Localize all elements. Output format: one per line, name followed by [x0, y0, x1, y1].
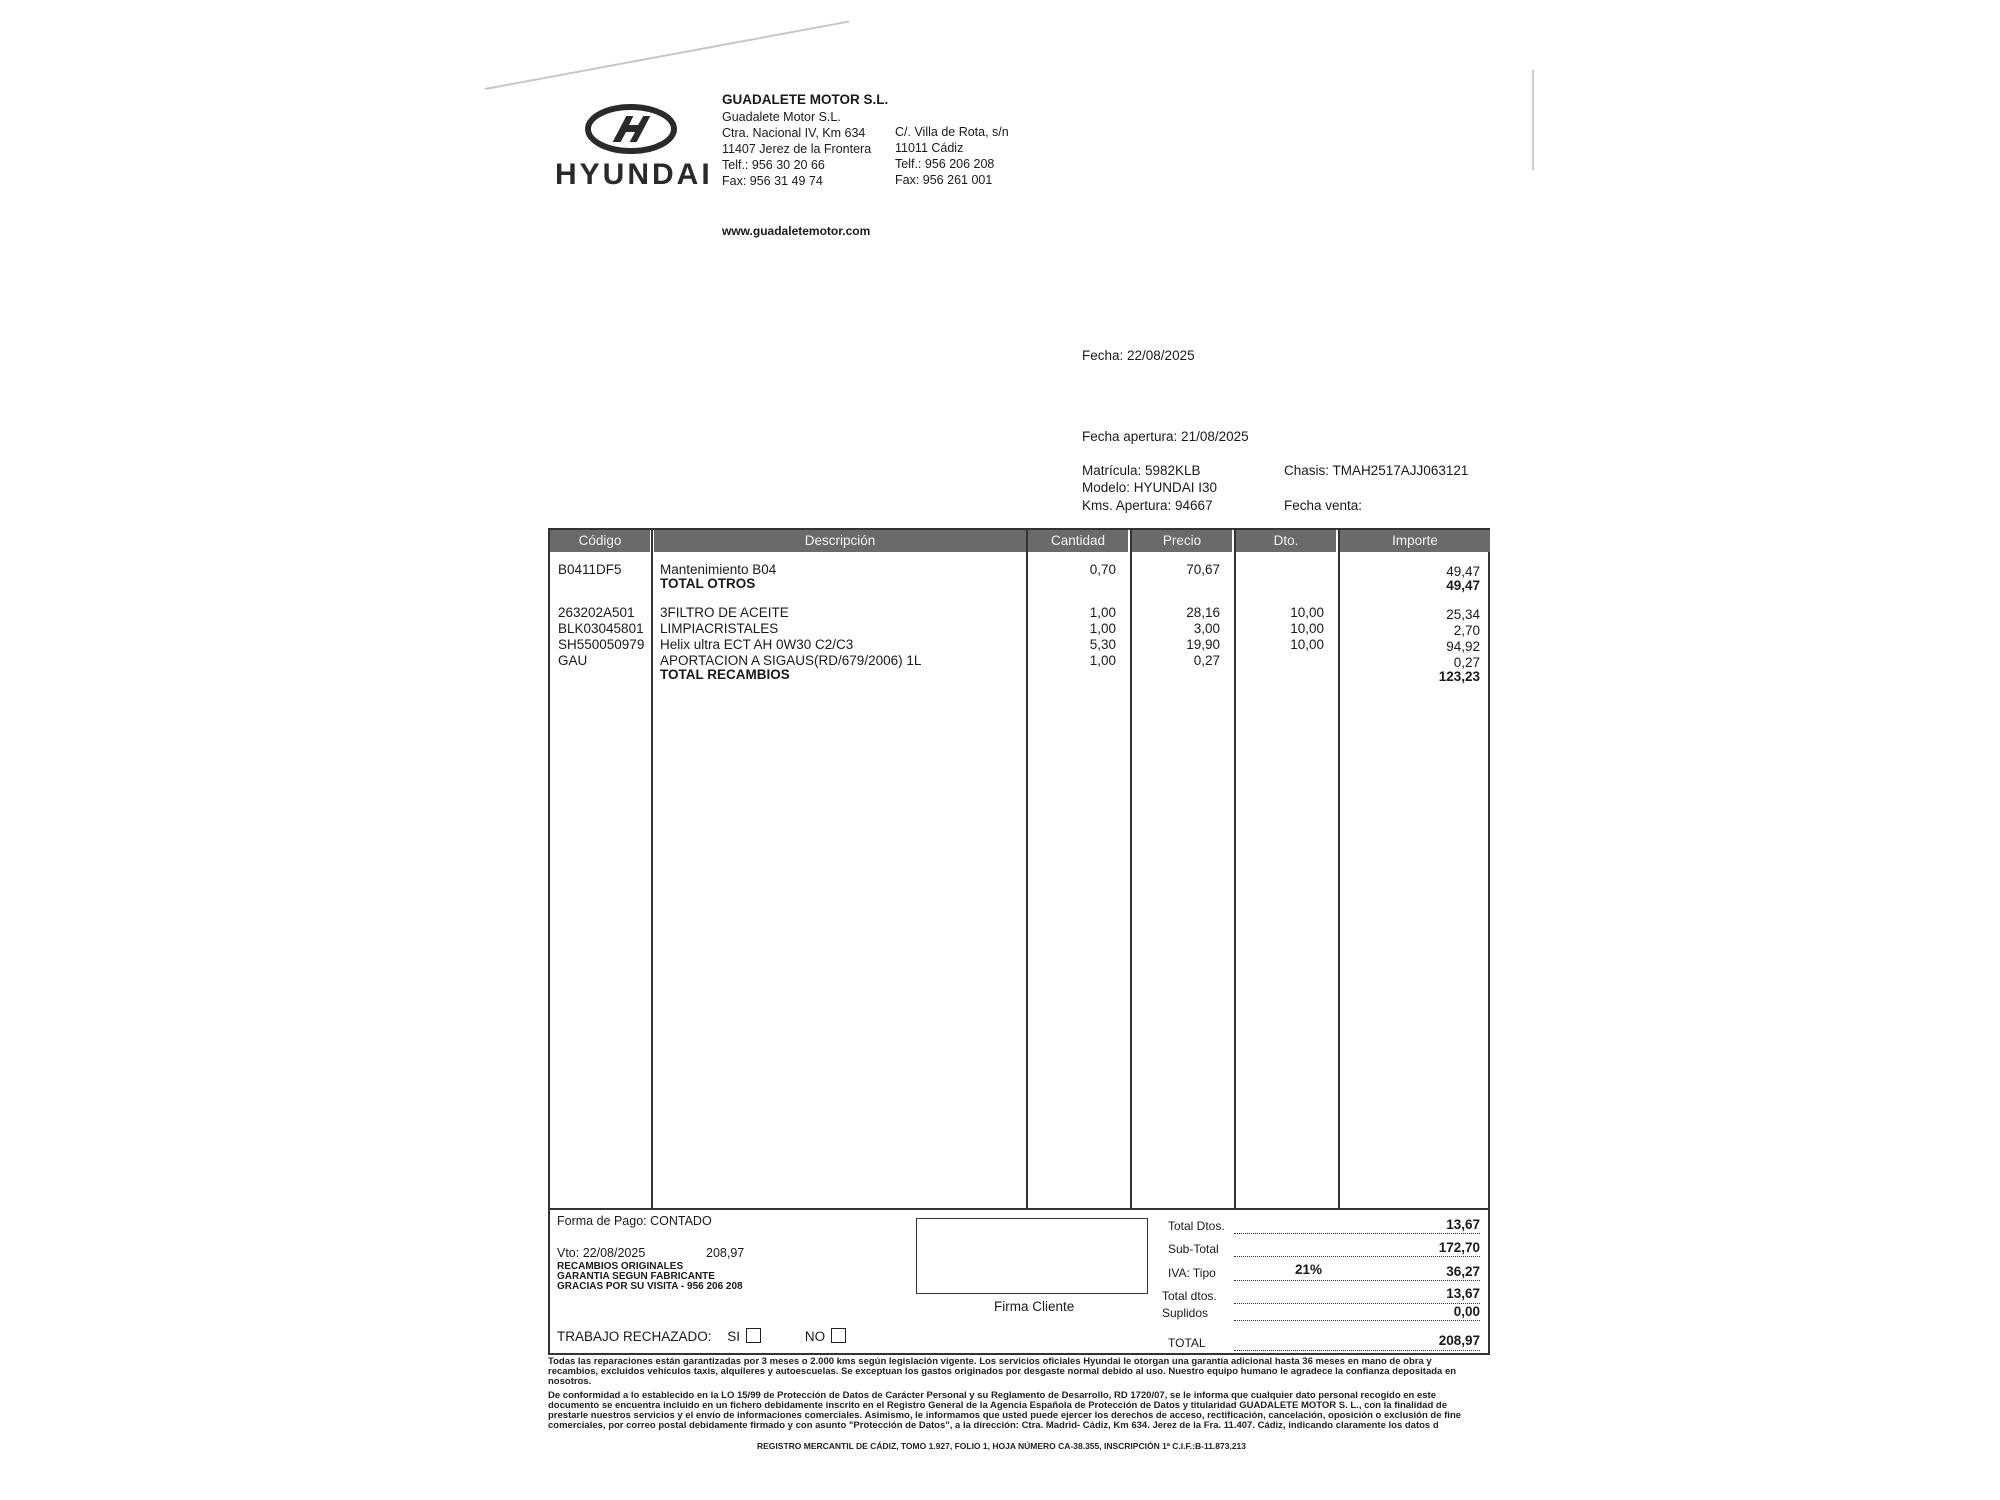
address-line: C/. Villa de Rota, s/n [895, 125, 1009, 139]
cell-codigo: SH550050979 [558, 637, 645, 652]
cell-importe: 2,70 [1453, 623, 1480, 638]
header-cantidad: Cantidad [1028, 530, 1128, 552]
note-line: GRACIAS POR SU VISITA - 956 206 208 [557, 1281, 743, 1292]
address-line: Ctra. Nacional IV, Km 634 [722, 126, 866, 140]
items-table [548, 528, 1490, 1210]
address-line: 11407 Jerez de la Frontera [722, 142, 872, 156]
address-line: 11011 Cádiz [895, 141, 964, 155]
address-line: Telf.: 956 206 208 [895, 157, 995, 171]
note-line: GARANTIA SEGUN FABRICANTE [557, 1271, 715, 1282]
cell-cantidad: 1,00 [1089, 621, 1116, 636]
cell-codigo: B0411DF5 [558, 562, 622, 577]
table-row-subtotal [550, 576, 1488, 592]
scan-artifact-line [485, 21, 849, 90]
brand-wordmark: HYUNDAI [555, 158, 713, 191]
grand-total-value: 208,97 [1438, 1333, 1480, 1348]
dotted-leader [1234, 1256, 1480, 1257]
vehicle-model: Modelo: HYUNDAI I30 [1082, 480, 1218, 495]
cell-precio: 0,27 [1193, 653, 1220, 668]
cell-precio: 3,00 [1193, 621, 1220, 636]
sale-date: Fecha venta: [1284, 498, 1363, 513]
grand-total-label: TOTAL [1168, 1336, 1206, 1350]
cell-descripcion: 3FILTRO DE ACEITE [660, 605, 789, 620]
cell-descripcion: Helix ultra ECT AH 0W30 C2/C3 [660, 637, 854, 652]
cell-precio: 28,16 [1186, 605, 1220, 620]
cell-importe: 25,34 [1446, 607, 1480, 622]
company-address-right [895, 124, 1009, 188]
table-row-subtotal [550, 667, 1488, 683]
cell-dto: 10,00 [1290, 605, 1324, 620]
total-dtos-label: Total Dtos. [1168, 1219, 1225, 1233]
address-line: Fax: 956 31 49 74 [722, 174, 823, 188]
suplidos-label: Suplidos [1162, 1306, 1209, 1320]
header-descripcion: Descripción [654, 530, 1026, 552]
cell-cantidad: 1,00 [1089, 653, 1116, 668]
cell-descripcion: APORTACION A SIGAUS(RD/679/2006) 1L [660, 653, 922, 668]
address-line: Fax: 956 261 001 [895, 173, 993, 187]
table-row [550, 637, 1488, 653]
address-line: Telf.: 956 30 20 66 [722, 158, 825, 172]
cell-dto: 10,00 [1290, 637, 1324, 652]
company-address-left [722, 92, 888, 189]
total-dtos-value: 13,67 [1446, 1217, 1480, 1232]
cell-cantidad: 0,70 [1089, 562, 1116, 577]
iva-rate: 21% [1294, 1262, 1322, 1277]
iva-label: IVA: Tipo [1168, 1266, 1216, 1280]
signature-box[interactable] [916, 1218, 1148, 1294]
cell-importe: 0,27 [1453, 655, 1480, 670]
cell-codigo: GAU [558, 653, 588, 668]
dotted-leader [1234, 1233, 1480, 1234]
total-dtos2-label: Total dtos. [1162, 1289, 1217, 1303]
iva-value: 36,27 [1446, 1264, 1480, 1279]
header-codigo: Código [550, 530, 650, 552]
cell-cantidad: 5,30 [1089, 637, 1116, 652]
cell-dto: 10,00 [1290, 621, 1324, 636]
cell-descripcion: LIMPIACRISTALES [660, 621, 779, 636]
dotted-leader [1234, 1320, 1480, 1321]
cell-cantidad: 1,00 [1089, 605, 1116, 620]
scan-edge-mark [1532, 70, 1534, 170]
legal-text [548, 1357, 1473, 1431]
cell-descripcion: Mantenimiento B04 [660, 562, 777, 577]
yes-checkbox[interactable] [746, 1328, 761, 1343]
note-line: RECAMBIOS ORIGINALES [557, 1261, 684, 1272]
due-amount: 208,97 [706, 1246, 745, 1260]
dotted-leader [1234, 1280, 1480, 1281]
hyundai-emblem-icon [585, 104, 677, 154]
cell-importe: 94,92 [1446, 639, 1480, 654]
work-rejected [557, 1328, 846, 1344]
cell-codigo: BLK03045801 [558, 621, 644, 636]
yes-label: SI [727, 1329, 741, 1344]
opening-date: Fecha apertura: 21/08/2025 [1082, 429, 1249, 444]
payment-method: Forma de Pago: CONTADO [557, 1214, 712, 1228]
table-row [550, 605, 1488, 621]
cell-descripcion: TOTAL OTROS [660, 576, 756, 591]
address-line: Guadalete Motor S.L. [722, 110, 841, 124]
company-website: www.guadaletemotor.com [722, 224, 871, 238]
commercial-registry: REGISTRO MERCANTIL DE CÁDIZ, TOMO 1.927, FOLIO 1, HOJA NÚMERO CA-38.355, INSCRIPCIÓN 1ª C.I.F.:B-11.873.213 [757, 1441, 1247, 1451]
cell-descripcion: TOTAL RECAMBIOS [660, 667, 790, 682]
no-label: NO [804, 1329, 826, 1344]
subtotal-label: Sub-Total [1168, 1242, 1219, 1256]
warranty-paragraph: Todas las reparaciones están garantizadas por 3 meses o 2.000 kms según legislación vigente. Los servicios oficiales Hyundai le otorgan una garantía adicional hasta 36 meses en mano de obra y recambios, excluidos vehículos taxis, alquileres y autoescuelas. Se exceptuan los gastos originados por desgaste normal debido al uso. Nuestro equipo humano le agradece la confianza depositada en nosotros. [548, 1356, 1457, 1387]
header-precio: Precio [1132, 530, 1232, 552]
privacy-paragraph: De conformidad a lo establecido en la LO 15/99 de Protección de Datos de Carácter Personal y su Reglamento de Desarrollo, RD 1720/07, se le informa que cualquier dato personal recogido en este documento se encuentra incluido en un fichero debidamente inscrito en el Registro General de la Agencia Española de Protección de Datos y titularidad GUADALETE MOTOR S. L., con la finalidad de prestarle nuestros servicios y el envío de informaciones comerciales. Asimismo, le informamos que usted puede ejercer los derechos de acceso, rectificación, cancelación, oposición o exclusión de fine comerciales, por correo postal debidamente firmado y con asunto "Protección de Datos", a la dirección: Ctra. Madrid- Cádiz, Km 634. Jerez de la Fra. 11.407. Cádiz, indicando claramente los datos d [548, 1390, 1462, 1431]
cell-precio: 70,67 [1186, 562, 1220, 577]
company-name: GUADALETE MOTOR S.L. [722, 92, 889, 107]
subtotal-value: 172,70 [1438, 1240, 1480, 1255]
table-header [550, 530, 1488, 552]
cell-importe: 49,47 [1446, 578, 1480, 593]
no-checkbox[interactable] [831, 1328, 846, 1343]
dotted-leader [1234, 1350, 1480, 1351]
suplidos-value: 0,00 [1453, 1304, 1480, 1319]
total-dtos2-value: 13,67 [1446, 1286, 1480, 1301]
header-importe: Importe [1340, 530, 1490, 552]
cell-codigo: 263202A501 [558, 605, 635, 620]
cell-importe: 123,23 [1438, 669, 1480, 684]
signature-label: Firma Cliente [994, 1299, 1075, 1314]
license-plate: Matrícula: 5982KLB [1082, 463, 1201, 478]
work-rejected-label: TRABAJO RECHAZADO: [557, 1329, 712, 1344]
footer-notes [557, 1262, 743, 1292]
header-dto: Dto. [1236, 530, 1336, 552]
cell-importe: 49,47 [1446, 564, 1480, 579]
due-date: Vto: 22/08/2025 [557, 1246, 646, 1260]
cell-precio: 19,90 [1186, 637, 1220, 652]
chassis-number: Chasis: TMAH2517AJJ063121 [1284, 463, 1469, 478]
opening-kms: Kms. Apertura: 94667 [1082, 498, 1213, 513]
table-row [550, 621, 1488, 637]
hyundai-logo [555, 104, 715, 192]
invoice-date: Fecha: 22/08/2025 [1082, 348, 1195, 363]
